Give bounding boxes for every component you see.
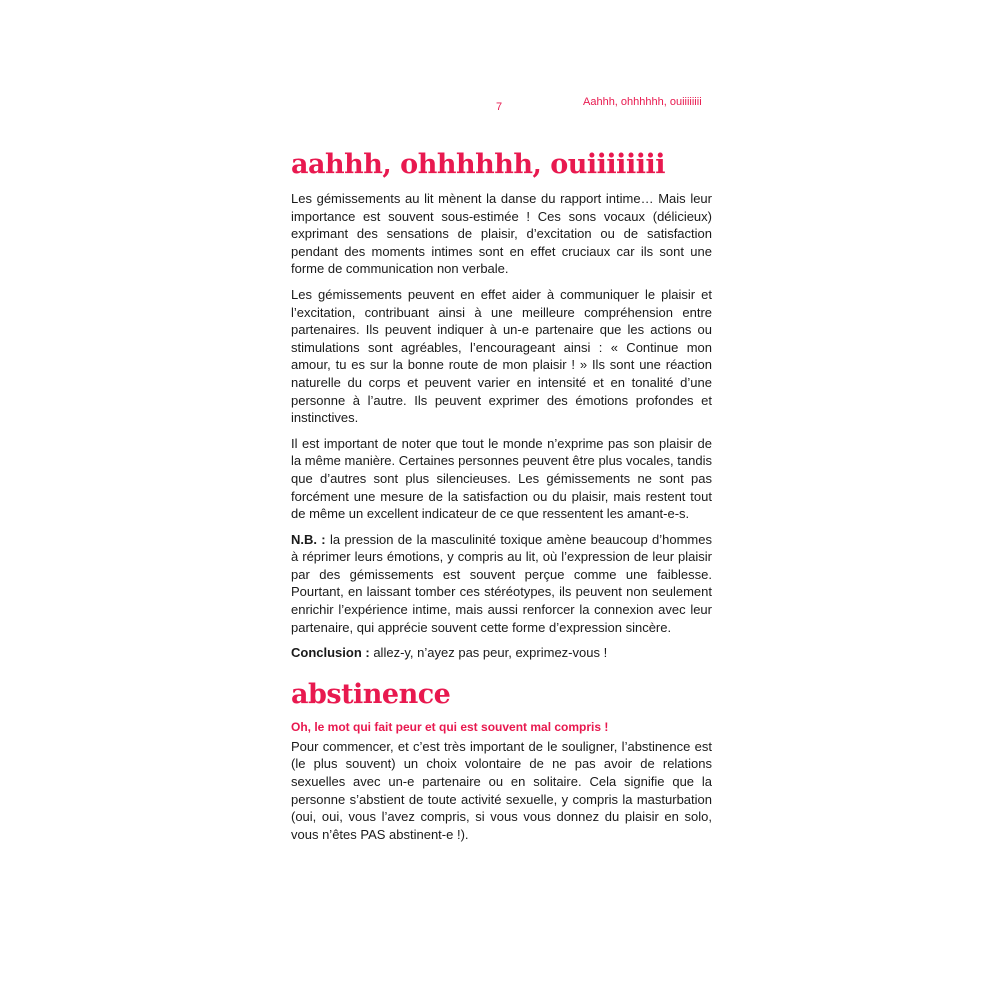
paragraph-3: Il est important de noter que tout le monde n’exprime pas son plaisir de la même manière. Certaines personnes peuvent être plus vocales, tandis que d’autres sont plus silencieuses. Les gémissements ne sont pas forcément une mesure de la satisfaction ou du plaisir, mais restent tout de même un excellent indicateur de ce que ressentent les amant-e-s. [291,435,712,522]
page-content [291,148,712,851]
nb-text: la pression de la masculinité toxique amène beaucoup d’hommes à réprimer leurs émotions, y compris au lit, où l’expression de leur plaisir par des gémissements est souvent perçue comme une faiblesse. Pourtant, en laissant tomber ces stéréotypes, ils peuvent non seulement enrichir l’expérience intime, mais aussi renforcer la connexion avec leur partenaire, qui apprécie souvent cette forme d’expression sincère. [291,531,712,635]
conclusion-paragraph [291,644,712,662]
section-title-abstinence: abstinence [291,678,451,710]
section-title-aahhh: aahhh, ohhhhhh, ouiiiiiiii [291,149,665,180]
running-title: Aahhh, ohhhhhh, ouiiiiiiii [583,96,702,108]
paragraph-1: Les gémissements au lit mènent la danse du rapport intime… Mais leur importance est souvent sous-estimée ! Ces sons vocaux (délicieux) exprimant des sensations de plaisir, d’excitation ou de satisfaction pendant des moments intimes sont en effet cruciaux car ils sont une forme de communication non verbale. [291,191,712,277]
section-lead: Oh, le mot qui fait peur et qui est souvent mal compris ! [291,719,609,734]
abstinence-paragraph: Pour commencer, et c’est très important de le souligner, l’abstinence est (le plus souvent) un choix volontaire de ne pas avoir de relations sexuelles avec un-e partenaire ou en solitaire. Cela signifie que la personne s’abstient de toute activité sexuelle, y compris la masturbation (oui, oui, vous l’avez compris, si vous vous donnez du plaisir en solo, vous n’êtes PAS abstinent-e !). [291,738,712,842]
paragraph-2: Les gémissements peuvent en effet aider à communiquer le plaisir et l’excitation, contribuant ainsi à une meilleure compréhension entre partenaires. Ils peuvent indiquer à un-e partenaire que les actions ou stimulations sont agréables, l’encourageant ainsi : « Continue mon amour, tu es sur la bonne route de mon plaisir ! » Ils sont une réaction naturelle du corps et peuvent varier en intensité et en tonalité d’une personne à l’autre. Ils peuvent exprimer des émotions profondes et instinctives. [291,286,712,426]
nb-paragraph [291,531,712,637]
nb-label: N.B. : [291,531,326,547]
conclusion-label: Conclusion : [291,645,370,661]
conclusion-text: allez-y, n’ayez pas peur, exprimez-vous ! [369,645,608,661]
page-number: 7 [496,101,503,113]
